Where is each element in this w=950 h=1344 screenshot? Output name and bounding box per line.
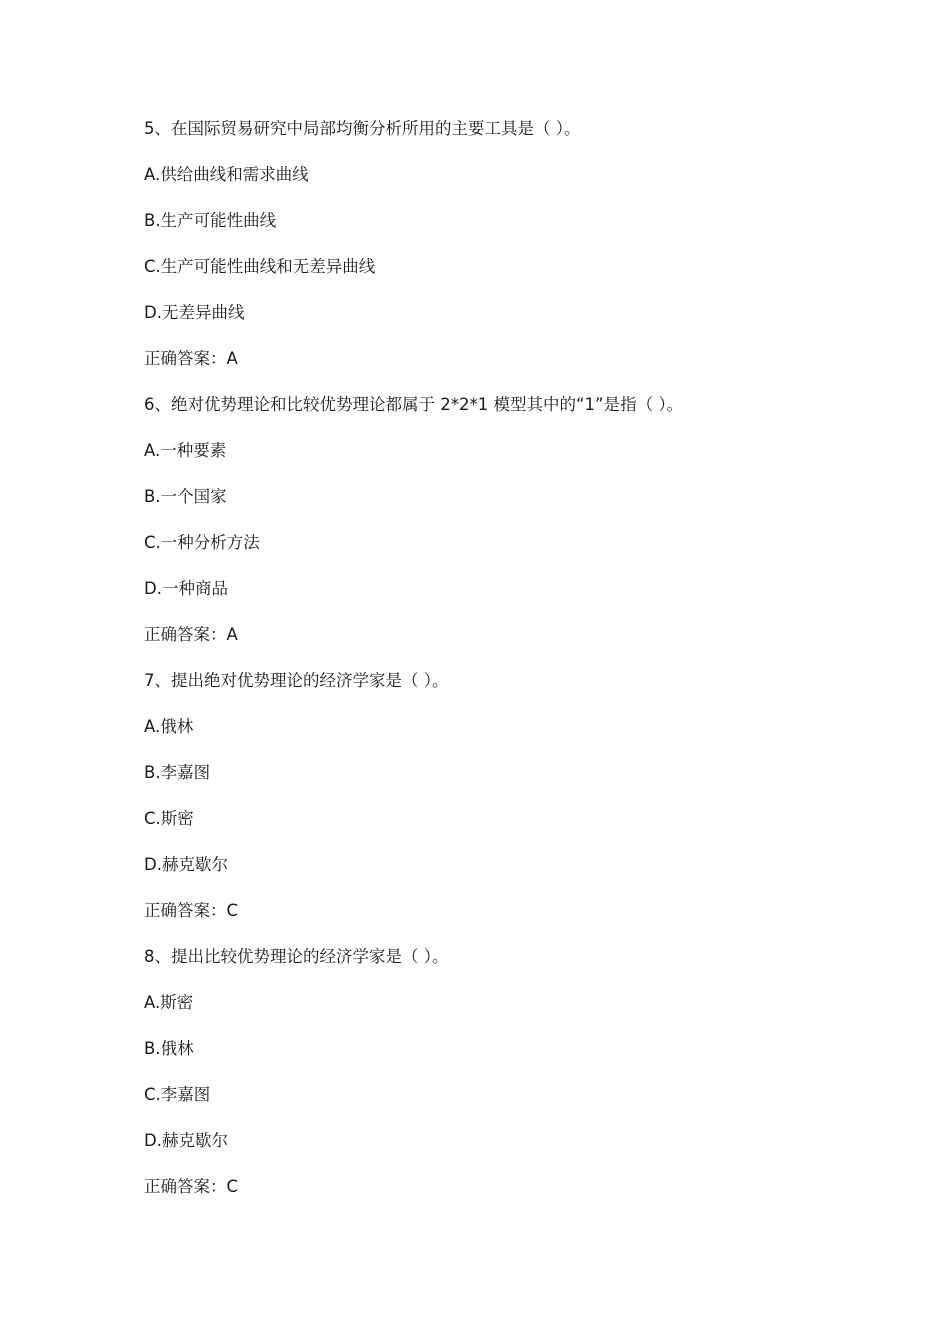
question-6 — [144, 392, 864, 668]
option-c: C.李嘉图 — [144, 1085, 211, 1104]
option-a: A.斯密 — [144, 993, 194, 1012]
question-8 — [144, 944, 864, 1220]
question-5 — [144, 116, 864, 392]
option-b: B.李嘉图 — [144, 763, 211, 782]
question-7 — [144, 668, 864, 944]
option-b: B.俄林 — [144, 1039, 194, 1058]
option-c: C.生产可能性曲线和无差异曲线 — [144, 257, 376, 276]
option-d: D.赫克歇尔 — [144, 1131, 228, 1150]
option-a: A.供给曲线和需求曲线 — [144, 165, 309, 184]
option-c: C.斯密 — [144, 809, 194, 828]
question-stem: 8、提出比较优势理论的经济学家是（ ）。 — [144, 947, 449, 966]
question-stem: 5、在国际贸易研究中局部均衡分析所用的主要工具是（ ）。 — [144, 119, 581, 138]
option-a: A.俄林 — [144, 717, 194, 736]
question-stem: 7、提出绝对优势理论的经济学家是（ ）。 — [144, 671, 449, 690]
correct-answer: 正确答案：A — [144, 625, 238, 644]
option-b: B.一个国家 — [144, 487, 227, 506]
option-b: B.生产可能性曲线 — [144, 211, 277, 230]
option-d: D.赫克歇尔 — [144, 855, 228, 874]
option-a: A.一种要素 — [144, 441, 227, 460]
correct-answer: 正确答案：C — [144, 901, 239, 920]
correct-answer: 正确答案：A — [144, 349, 238, 368]
correct-answer: 正确答案：C — [144, 1177, 239, 1196]
question-stem: 6、绝对优势理论和比较优势理论都属于 2*2*1 模型其中的“1”是指（ ）。 — [144, 395, 684, 414]
option-d: D.无差异曲线 — [144, 303, 245, 322]
option-d: D.一种商品 — [144, 579, 228, 598]
option-c: C.一种分析方法 — [144, 533, 260, 552]
